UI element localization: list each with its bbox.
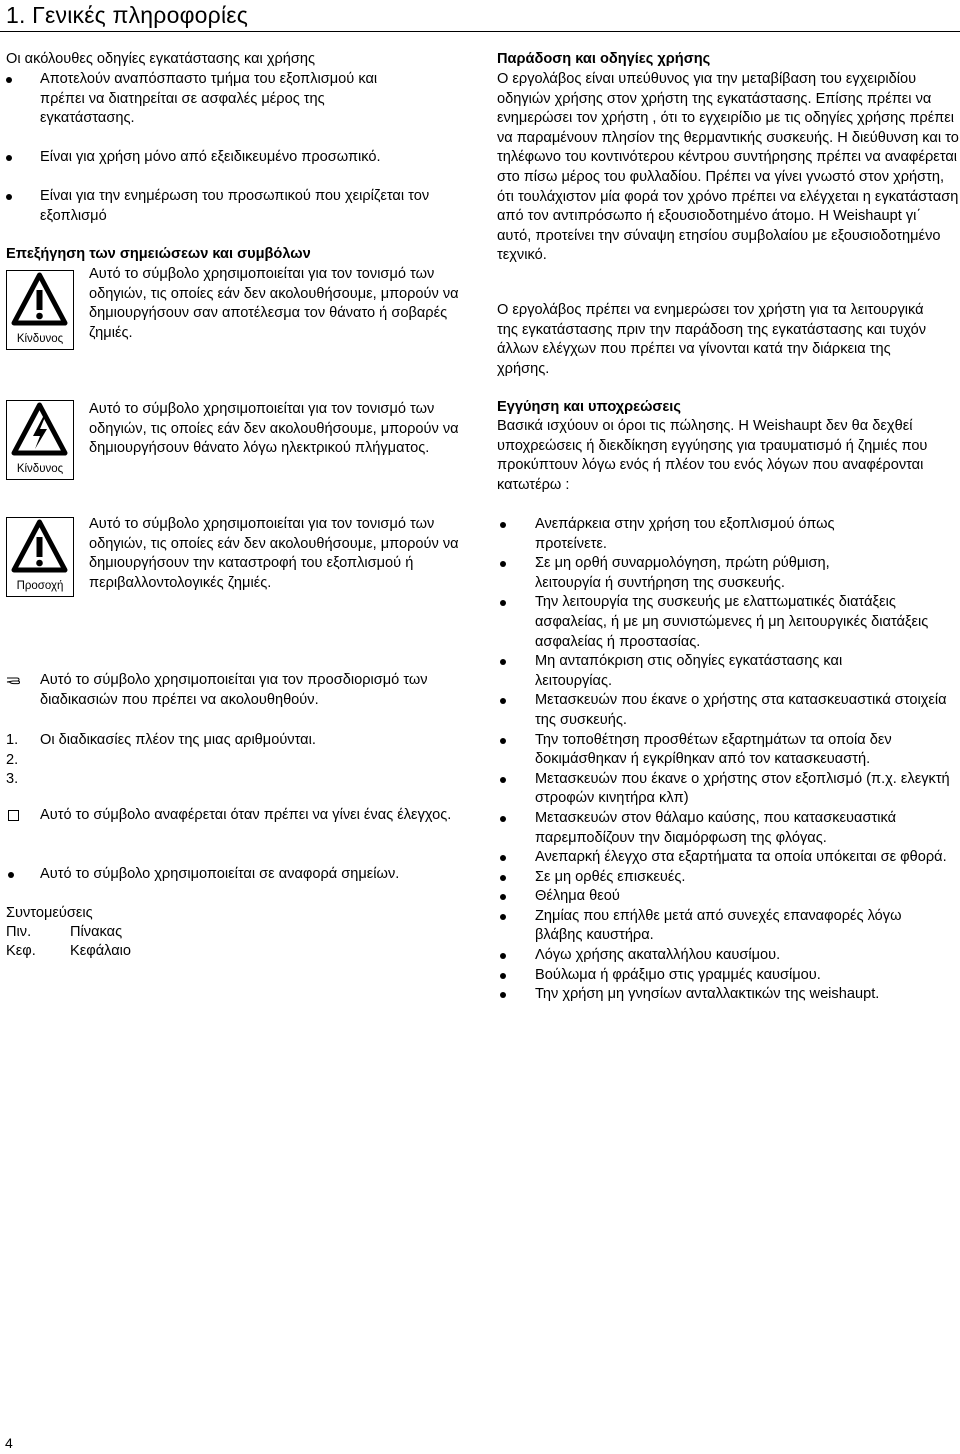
- list-item: [497, 515, 957, 554]
- intro-bullet: [6, 70, 461, 129]
- list-item: [497, 770, 957, 809]
- bullet-dot-icon: [500, 777, 506, 783]
- caution-sign: [6, 517, 74, 597]
- list-item-text: Βούλωμα ή φράξιμο στις γραμμές καυσίμου.: [535, 966, 821, 983]
- list-item-text: Μη ανταπόκριση στις οδηγίες εγκατάστασης και λειτουργίας.: [535, 653, 843, 689]
- symbols-heading: Επεξήγηση των σημειώσεων και συμβόλων: [6, 246, 311, 262]
- list-item-text: Θέλημα θεού: [535, 888, 620, 905]
- intro-bullet: [6, 148, 461, 168]
- abbr-long: Κεφάλαιο: [70, 943, 132, 959]
- sign1-description: Αυτό το σύμβολο χρησιμοποιείται για τον τονισμό των οδηγιών, τις οποίες εάν δεν ακολουθήσουμε, μπορούν να δημιουργήσουν σαν αποτέλεσμα τον θάνατο ή σοβαρές ζημιές.: [89, 266, 459, 341]
- bullet-dot-icon: [500, 914, 506, 920]
- list-item: [497, 731, 957, 770]
- list-item: [497, 985, 957, 1005]
- sign-label: Κίνδυνος: [16, 463, 64, 475]
- bullet-dot-icon: [500, 698, 506, 704]
- list-item-text: Μετασκευών που έκανε ο χρήστης στα κατασκευαστικά στοιχεία της συσκευής.: [535, 692, 947, 728]
- bullet-dot-icon: [500, 875, 506, 881]
- bullet-dot-icon: [500, 894, 506, 900]
- list-item: [497, 691, 957, 730]
- warning-triangle-icon: [7, 271, 72, 331]
- bullet-dot-icon: [500, 992, 506, 998]
- list-item: [497, 868, 957, 888]
- list-item: [497, 809, 957, 848]
- list-item: [497, 907, 957, 946]
- dot-description: Αυτό το σύμβολο χρησιμοποιείται σε αναφορά σημείων.: [40, 866, 400, 882]
- list-item-text: Ζημίας που επήλθε μετά από συνεχές επαναφορές λόγω βλάβης καυστήρα.: [535, 907, 902, 944]
- abbr-long: Πίνακας: [70, 924, 123, 940]
- danger-sign: [6, 270, 74, 350]
- warranty-paragraph: Βασικά ισχύουν οι όροι τις πώλησης. Η Weishaupt δεν θα δεχθεί υποχρεώσεις ή διεκδίκηση εγγύησης για τραυματισμό ή ζημιές που προκύπτουν λόγω ενός ή πλέον του ενός λόγων που αναφέρονται κατωτέρω :: [497, 418, 928, 493]
- handover-heading: Παράδοση και οδηγίες χρήσης: [497, 51, 711, 67]
- warranty-list: [497, 515, 957, 1005]
- sign2-description: Αυτό το σύμβολο χρησιμοποιείται για τον τονισμό των οδηγιών, τις οποίες εάν δεν ακολουθήσουμε, μπορούν να δημιουργήσουν θάνατο λόγω ηλεκτρικού πλήγματος.: [89, 401, 459, 457]
- list-item: [497, 652, 957, 691]
- bullet-dot-icon: [500, 973, 506, 979]
- bullet-dot-icon: [6, 77, 12, 83]
- title-rule: [0, 31, 960, 32]
- list-item: [497, 966, 957, 986]
- list-item-text: Λόγω χρήσης ακαταλλήλου καυσίμου.: [535, 947, 781, 964]
- list-item-text: Την λειτουργία της συσκευής με ελαττωματικές διατάξεις ασφαλείας, ή με μη συνιστώμενες ή μη λειτουργικές διατάξεις ασφαλείας ή προστασίας.: [535, 594, 929, 650]
- list-item-text: Ανεπάρκεια στην χρήση του εξοπλισμού όπως προτείνετε.: [535, 516, 835, 552]
- bullet-dot-icon: [500, 561, 506, 567]
- bullet-dot-icon: [500, 738, 506, 744]
- bullet-dot-icon: [500, 522, 506, 528]
- abbr-heading: Συντομεύσεις: [6, 905, 93, 921]
- list-item-text: Μετασκευών που έκανε ο χρήστης στον εξοπλισμό (π.χ. ελεγκτή στροφών κινητήρα κλπ): [535, 770, 950, 807]
- list-item: [497, 593, 957, 652]
- intro-bullet-text: Είναι για χρήση μόνο από εξειδικευμένο προσωπικό.: [40, 149, 381, 165]
- numbered-description: Οι διαδικασίες πλέον της μιας αριθμούνται.: [40, 732, 316, 748]
- bullet-dot-icon: [6, 155, 12, 161]
- page-title: 1. Γενικές πληροφορίες: [6, 2, 249, 28]
- sign-label: Προσοχή: [16, 580, 64, 592]
- abbr-short: Πιν.: [6, 924, 32, 940]
- list-item-text: Την τοποθέτηση προσθέτων εξαρτημάτων τα οποία δεν δοκιμάσθηκαν ή εγκρίθηκαν από τον κατασκευαστή.: [535, 731, 892, 768]
- list-item: [497, 554, 957, 593]
- warranty-heading: Εγγύηση και υποχρεώσεις: [497, 399, 681, 415]
- bullet-dot-icon: [500, 855, 506, 861]
- checkbox-icon: [8, 810, 19, 821]
- page-number: 4: [5, 1435, 13, 1451]
- sign3-description: Αυτό το σύμβολο χρησιμοποιείται για τον τονισμό των οδηγιών, τις οποίες εάν δεν ακολουθήσουμε, μπορούν να δημιουργήσουν την καταστροφή του εξοπλισμού ή περιβαλλοντολογικές ζημιές.: [89, 516, 459, 591]
- pointer-description: Αυτό το σύμβολο χρησιμοποιείται για τον προσδιορισμό των διαδικασιών που πρέπει να ακολουθηθούν.: [40, 672, 428, 708]
- pointing-hand-icon: [6, 673, 24, 693]
- electric-danger-sign: [6, 400, 74, 480]
- intro-bullet: [6, 187, 461, 226]
- bullet-dot-icon: [8, 872, 14, 878]
- intro-heading: Οι ακόλουθες οδηγίες εγκατάστασης και χρήσης: [6, 51, 316, 67]
- list-item: [497, 848, 957, 868]
- sign-label: Κίνδυνος: [16, 333, 64, 345]
- list-number: 2.: [6, 751, 19, 768]
- numbered-list: [6, 731, 18, 790]
- list-item: [497, 887, 957, 907]
- checkbox-description: Αυτό το σύμβολο αναφέρεται όταν πρέπει να γίνει ένας έλεγχος.: [40, 807, 452, 823]
- handover-paragraph: Ο εργολάβος είναι υπεύθυνος για την μεταβίβαση του εγχειριδίου οδηγιών χρήσης στον χρήστη της εγκατάστασης. Επίσης πρέπει να ενημερώσει τον χρήστη , ότι το εγχειρίδιο με τις οδηγίες χρήσης πρέπει να παραμένουν πλησίον της θερμαντικής συσκευής. Η διεύθυνση και το τηλέφωνο του κοντινότερου κέντρου συντήρησης πρέπει να αναφέρεται στο πίσω μέρος του φυλλαδίου. Πρέπει να γίνει γνωστό στον χρήστη, ότι τουλάχιστον μία φορά τον χρόνο πρέπει να ελέγχεται η εγκατάσταση από τον αντιπρόσωπο ή εξουσιοδοτημένο άτομο. Η Weishaupt γι΄ αυτό, προτείνει την σύναψη ετησίου συμβολαίου με εξουσιοδοτημένο τεχνικό.: [497, 71, 959, 264]
- bullet-dot-icon: [500, 600, 506, 606]
- list-item-text: Σε μη ορθές επισκευές.: [535, 868, 686, 885]
- list-number: 1.: [6, 732, 19, 748]
- list-item-text: Ανεπαρκή έλεγχο στα εξαρτήματα τα οποία υπόκειται σε φθορά.: [535, 849, 947, 866]
- intro-bullet-text: Αποτελούν αναπόσπαστο τμήμα του εξοπλισμού και πρέπει να διατηρείται σε ασφαλές μέρος της εγκατάστασης.: [40, 71, 378, 127]
- list-item-text: Σε μη ορθή συναρμολόγηση, πρώτη ρύθμιση, λειτουργία ή συντήρηση της συσκευής.: [535, 555, 830, 591]
- bullet-dot-icon: [6, 194, 12, 200]
- abbr-short: Κεφ.: [6, 943, 36, 959]
- lightning-triangle-icon: [7, 401, 72, 461]
- list-item-text: Την χρήση μη γνησίων ανταλλακτικών της weishaupt.: [535, 986, 880, 1003]
- bullet-dot-icon: [500, 816, 506, 822]
- bullet-dot-icon: [500, 659, 506, 665]
- list-number: 3.: [6, 771, 19, 788]
- intro-bullet-text: Είναι για την ενημέρωση του προσωπικού που χειρίζεται τον εξοπλισμό: [40, 188, 430, 224]
- list-item: [497, 946, 957, 966]
- bullet-dot-icon: [500, 953, 506, 959]
- warning-triangle-icon: [7, 518, 72, 578]
- handover-paragraph: Ο εργολάβος πρέπει να ενημερώσει τον χρήστη για τα λειτουργικά της εγκατάστασης πριν την παράδοση της εγκατάστασης και τυχόν άλλων ελέγχων που πρέπει να γίνονται κατά την διάρκεια της χρήσης.: [497, 302, 927, 377]
- list-item-text: Μετασκευών στον θάλαμο καύσης, που κατασκευαστικά παρεμποδίζουν την διαμόρφωση της φλόγας.: [535, 809, 897, 846]
